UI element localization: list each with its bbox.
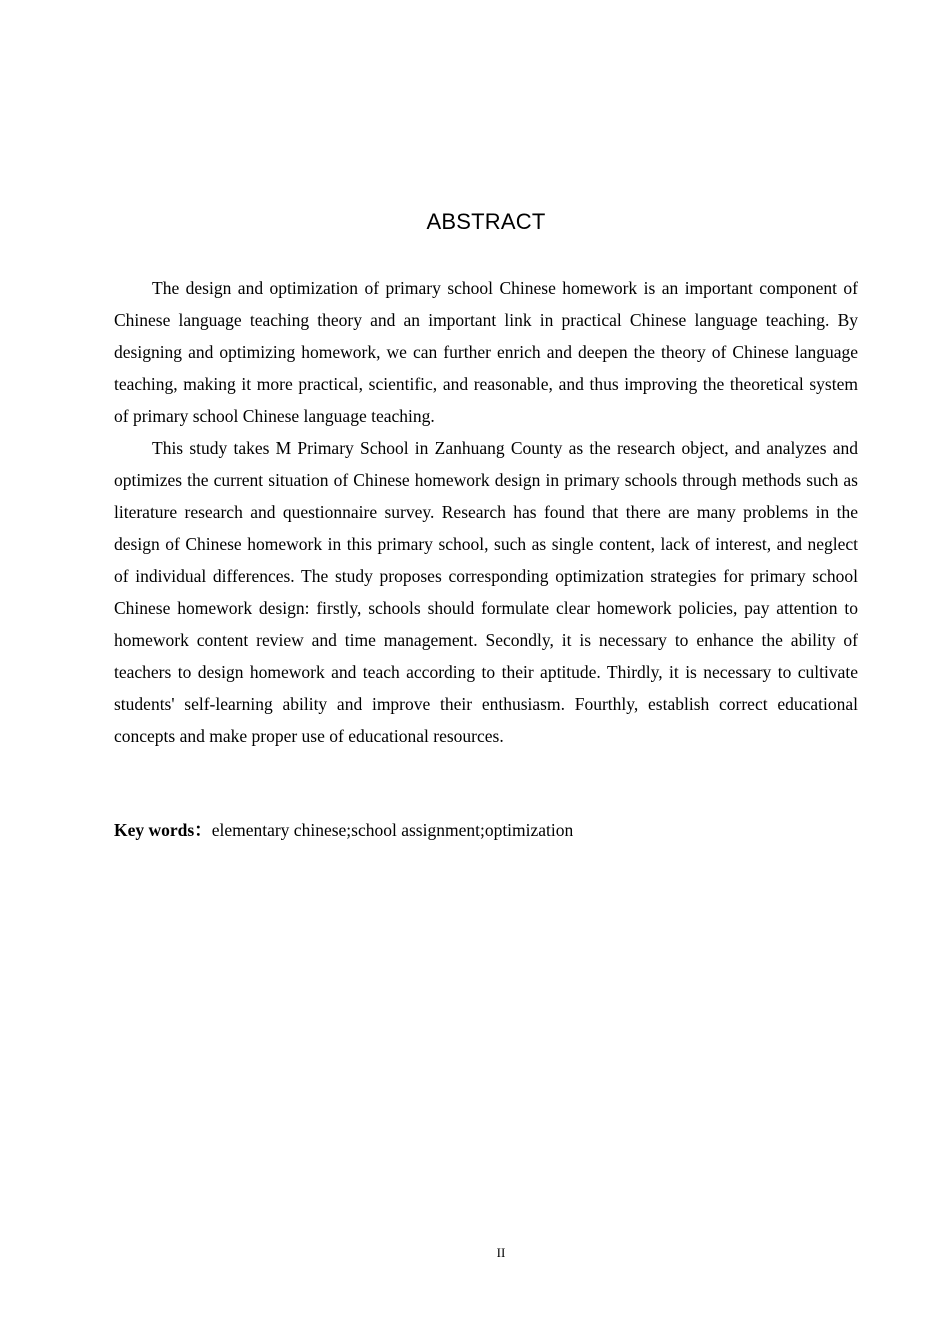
keywords-text: elementary chinese;school assignment;optimization: [211, 820, 574, 840]
page-number: II: [496, 1245, 506, 1260]
keywords-line: [114, 814, 858, 846]
abstract-paragraph-1: The design and optimization of primary school Chinese homework is an important component of Chinese language teaching theory and an important link in practical Chinese language teaching. By designing and optimizing homework, we can further enrich and deepen the theory of Chinese language teaching, making it more practical, scientific, and reasonable, and thus improving the theoretical system of primary school Chinese language teaching.: [114, 278, 858, 426]
abstract-body: [114, 272, 858, 752]
keywords-label: Key words：: [114, 820, 212, 840]
abstract-title: ABSTRACT: [426, 209, 546, 234]
abstract-paragraph-2: This study takes M Primary School in Zanhuang County as the research object, and analyzes and optimizes the current situation of Chinese homework design in primary schools through methods such as literature research and questionnaire survey. Research has found that there are many problems in the design of Chinese homework in this primary school, such as single content, lack of interest, and neglect of individual differences. The study proposes corresponding optimization strategies for primary school Chinese homework design: firstly, schools should formulate clear homework policies, pay attention to homework content review and time management. Secondly, it is necessary to enhance the ability of teachers to design homework and teach according to their aptitude. Thirdly, it is necessary to cultivate students' self-learning ability and improve their enthusiasm. Fourthly, establish correct educational concepts and make proper use of educational resources.: [114, 438, 858, 746]
